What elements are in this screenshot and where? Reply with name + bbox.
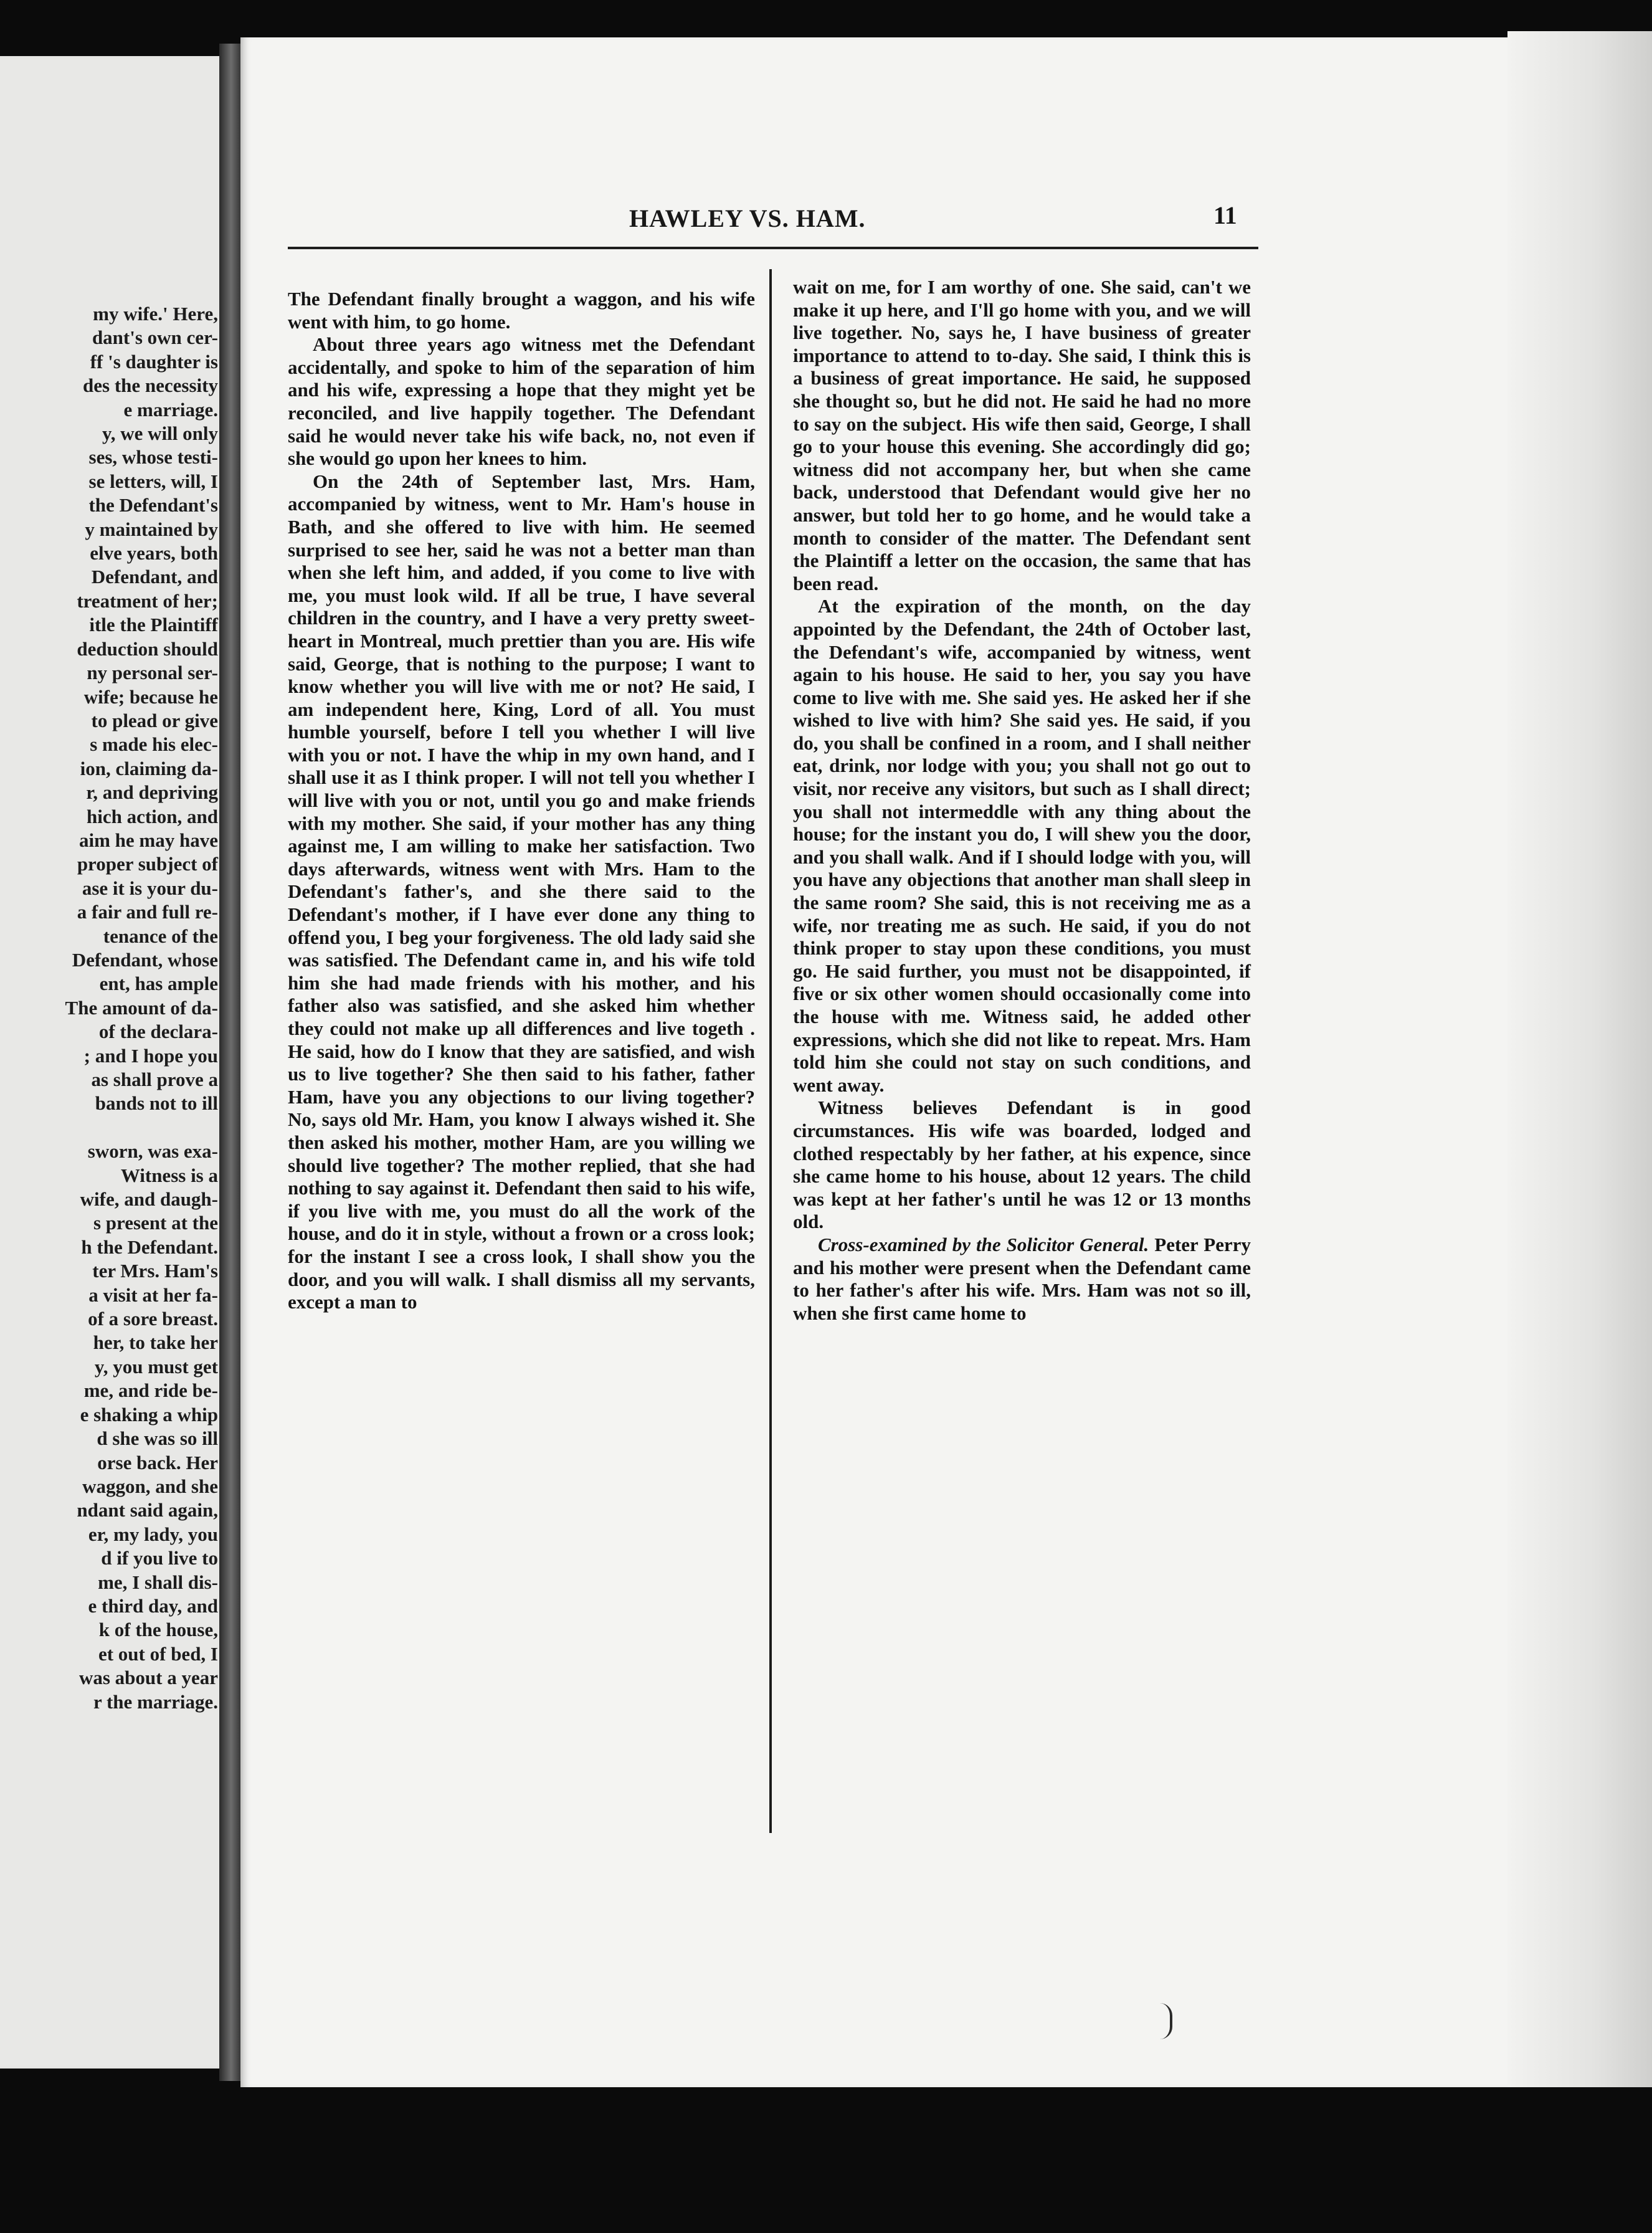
facing-page-line: itle the Plaintiff <box>89 614 218 636</box>
facing-page-line: proper subject of <box>77 853 218 875</box>
facing-page-line: s present at the <box>93 1212 218 1234</box>
facing-page-line: y, you must get <box>94 1355 218 1378</box>
facing-page-fragment <box>0 56 232 2069</box>
running-title: HAWLEY VS. HAM. <box>629 204 866 232</box>
facing-page-line: orse back. Her <box>97 1451 218 1474</box>
paragraph: wait on me, for I am worthy of one. She said, can't we make it up here, and I'll go home with you, and we will live together. No, says he, I have business of greater importance to attend to to-day. She said, I think this is a business of great importance. He said, he supposed she thought so, but he did not. He said he had no more to say on the subject. His wife then said, George, I shall go to your house this evening. She accordingly did go; witness did not accompany her, but when she came back, understood that Defendant would give her no answer, but told her to go home, and he would take a month to consider of the matter. The Defendant sent the Plaintiff a letter on the occasion, the same that has been read. <box>793 276 1251 594</box>
facing-page-line: sworn, was exa- <box>87 1140 218 1163</box>
facing-page-line: Defendant, whose <box>72 948 218 971</box>
facing-page-line: s made his elec- <box>90 733 218 756</box>
facing-page-line: Defendant, and <box>91 566 218 588</box>
facing-page-line: a visit at her fa- <box>88 1283 218 1306</box>
facing-page-line: ses, whose testi- <box>88 446 218 469</box>
facing-page-line: dant's own cer- <box>92 326 218 349</box>
facing-page-line: ny personal ser- <box>87 662 218 684</box>
facing-page-line: me, I shall dis- <box>98 1571 218 1593</box>
facing-page-line: wife; because he <box>83 685 218 708</box>
facing-page-line: was about a year <box>78 1667 218 1689</box>
facing-page-line: ent, has ample <box>99 973 218 995</box>
facing-page-line: deduction should <box>77 637 218 660</box>
facing-page-line: my wife.' Here, <box>93 303 218 325</box>
paragraph: At the expiration of the month, on the day appointed by the Defendant, the 24th of October last, the Defendant's wife, accompanied by witness, went again to his house. He said to her, you say you have come to live with me. She said yes. He asked her if she wished to live with him? She said yes. He said, if you do, you shall be confined in a room, and I shall neither eat, drink, nor lodge with you; you shall not go out to visit, nor receive any visitors, but such as I shall direct; you shall not intermeddle with any thing about the house; for the instant you do, I will shew you the door, and you shall walk. And if I should lodge with you, will you have any objections that another man shall sleep in the same room? She said, this is not receiving me as a wife, nor treating me as such. He said, if you do not think proper to stay upon these conditions, you must go. He said further, you must not be disappointed, if five or six other women should occasionally come into the house with me. Witness said, he added other expressions, which she did not like to repeat. Mrs. Ham told him she could not stay on such conditions, and went away. <box>793 595 1251 1096</box>
header-rule <box>288 247 1258 249</box>
paragraph: Witness believes Defendant is in good circumstances. His wife was boarded, lodged and clothed respectably by her father, at his expence, since she came home to his house, about 12 years. The child was kept at her father's until he was 12 or 13 months old. <box>793 1097 1251 1233</box>
paragraph: About three years ago witness met the Defendant accidentally, and spoke to him of the separation of him and his wife, expressing a hope that they might yet be reconciled, and live happily together. The Defendant said he would never take his wife back, no, not even if she would go upon her knees to him. <box>288 333 755 470</box>
facing-page-line: tenance of the <box>103 925 218 947</box>
facing-page-line: hich action, and <box>86 805 218 827</box>
facing-page-line: e marriage. <box>123 398 218 421</box>
facing-page-line: se letters, will, I <box>88 470 218 492</box>
facing-page-line: e shaking a whip <box>80 1403 218 1426</box>
text-column-right <box>793 276 1251 1325</box>
paragraph-text: Peter Perry and his mother were present when the Defendant came to her father's after his wife. Mrs. Ham was not so ill, when she first came home to <box>793 1233 1251 1324</box>
facing-page-line: the Defendant's <box>88 494 218 517</box>
facing-page-line: waggon, and she <box>82 1475 218 1497</box>
facing-page-line: a fair and full re- <box>77 901 218 923</box>
paragraph: The Defendant finally brought a waggon, and his wife went with him, to go home. <box>288 288 755 333</box>
column-divider <box>769 269 772 1833</box>
facing-page-line: her, to take her <box>93 1331 218 1354</box>
facing-page-line: e third day, and <box>88 1594 218 1617</box>
facing-page-line: ; and I hope you <box>83 1044 218 1067</box>
cross-examination-heading: Cross-examined by the Solicitor General. <box>818 1233 1149 1255</box>
facing-page-text <box>0 302 218 1714</box>
facing-page-line: d if you live to <box>101 1547 218 1569</box>
facing-page-line: of the declara- <box>98 1021 218 1043</box>
page-edge <box>1507 31 1652 2087</box>
facing-page-line: elve years, both <box>90 542 218 564</box>
facing-page-line: ase it is your du- <box>82 877 218 899</box>
facing-page-line: of a sore breast. <box>88 1308 218 1330</box>
facing-page-line: Witness is a <box>120 1164 218 1186</box>
facing-page-line: k of the house, <box>98 1619 218 1641</box>
page-number: 11 <box>1213 201 1237 229</box>
facing-page-line: r the marriage. <box>93 1690 218 1713</box>
facing-page-line: y, we will only <box>102 422 218 445</box>
facing-page-line: er, my lady, you <box>88 1523 218 1545</box>
facing-page-line: ion, claiming da- <box>80 757 218 779</box>
facing-page-line: des the necessity <box>83 374 218 397</box>
facing-page-line: h the Defendant. <box>81 1236 218 1258</box>
facing-page-line: bands not to ill <box>95 1092 218 1115</box>
facing-page-line: ter Mrs. Ham's <box>92 1260 218 1282</box>
facing-page-line: ff 's daughter is <box>90 350 218 373</box>
text-column-left <box>288 288 755 1314</box>
paragraph <box>793 1234 1251 1325</box>
facing-page-line: aim he may have <box>78 829 218 851</box>
facing-page-line: wife, and daugh- <box>80 1188 218 1211</box>
facing-page-line: to plead or give <box>91 709 218 731</box>
facing-page-line: ndant said again, <box>77 1499 218 1521</box>
facing-page-line: et out of bed, I <box>98 1642 218 1665</box>
paragraph: On the 24th of September last, Mrs. Ham, accompanied by witness, went to Mr. Ham's house in Bath, and she offered to live with him. He seemed surprised to see her, said he was not a better man than when she left him, and added, if you come to live with me, you must look wild. If all be true, I have several children in the country, and I have a very pretty sweet-heart in Montreal, much prettier than you are. His wife said, George, that is nothing to the purpose; I want to know whether you will live with me or not? He said, I am independent here, King, Lord of all. You must humble yourself, before I tell you whether I will live with you or not. I have the whip in my own hand, and I shall use it as I think proper. I will not tell you whether I will live with you or not, until you go and make friends with my mother. She said, if your mother has any thing against me, I am willing to make her satisfaction. Two days afterwards, witness went with Mrs. Ham to the Defendant's father's, and she there said to the Defendant's mother, if I have ever done any thing to offend you, I beg your forgiveness. The old lady said she was satisfied. The Defendant came in, and his wife told him she had made friends with his mother, and his father also was satisfied, and she asked him whether they could not make up all differences and live togeth . He said, how do I know that they are satisfied, and wish us to live together? She then said to his father, father Ham, have you any objections to our living together? No, says old Mr. Ham, you know I always wished it. She then asked his mother, mother Ham, are you willing we should live together? The mother replied, that she had nothing to say against it. Defendant then said to his wife, if you live with me, you must do all the work of the house, and do it in style, without a frown or a cross look; for the instant I see a cross look, I shall show you the door, and you will walk. I shall dismiss all my servants, except a man to <box>288 470 755 1313</box>
facing-page-line: r, and depriving <box>86 781 218 804</box>
facing-page-line: y maintained by <box>85 518 218 540</box>
facing-page-line: d she was so ill <box>97 1427 218 1450</box>
facing-page-line: treatment of her; <box>77 589 218 612</box>
facing-page-line: The amount of da- <box>65 996 218 1019</box>
facing-page-line: me, and ride be- <box>83 1379 218 1402</box>
facing-page-line: as shall prove a <box>91 1069 218 1090</box>
facing-page-line <box>0 1116 218 1140</box>
